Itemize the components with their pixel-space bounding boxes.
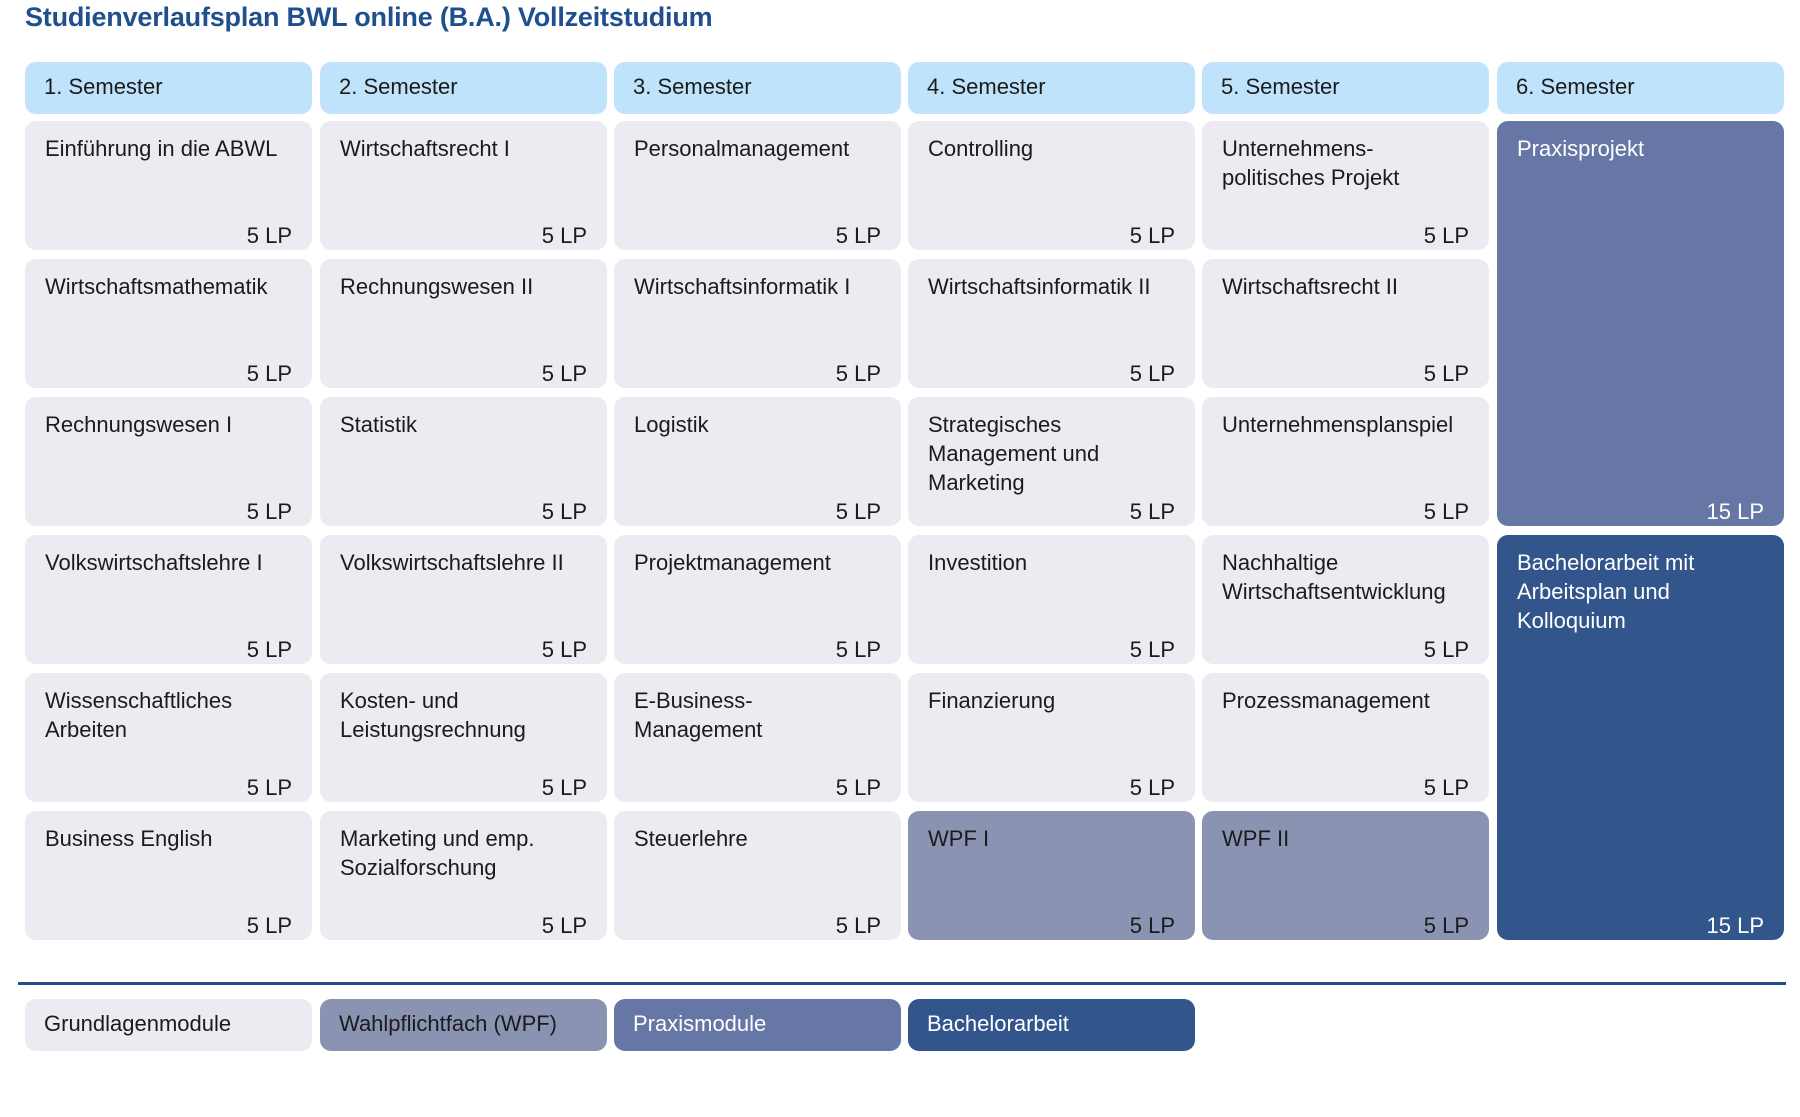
module-name: Nachhaltige Wirtschaftsentwicklung (1222, 550, 1446, 604)
module-card (908, 259, 1195, 388)
module-credits: 5 LP (1423, 223, 1469, 248)
module-card (25, 121, 312, 250)
module-credits: 5 LP (835, 223, 881, 248)
module-credits: 5 LP (246, 361, 292, 386)
module-card (614, 811, 901, 940)
module-credits: 5 LP (1129, 913, 1175, 938)
module-name: Business English (45, 826, 213, 851)
module-card (1202, 397, 1489, 526)
module-credits: 5 LP (835, 637, 881, 662)
module-name: Finanzierung (928, 688, 1056, 713)
module-card (908, 121, 1195, 250)
module-credits: 5 LP (835, 361, 881, 386)
semester-header-6: 6. Semester (1497, 62, 1784, 114)
module-card (320, 673, 607, 802)
module-name: Statistik (340, 412, 418, 437)
module-credits: 5 LP (541, 361, 587, 386)
module-card (25, 397, 312, 526)
module-credits: 5 LP (246, 913, 292, 938)
module-card (320, 121, 607, 250)
module-name: Wirtschaftsmathematik (45, 274, 268, 299)
module-card (25, 811, 312, 940)
bachelorarbeit-card (1497, 535, 1784, 940)
module-card (614, 673, 901, 802)
page-title: Studienverlaufsplan BWL online (B.A.) Vollzeitstudium (25, 2, 713, 32)
module-name: WPF II (1222, 826, 1290, 851)
semester-header-2: 2. Semester (320, 62, 607, 114)
module-credits: 5 LP (1129, 775, 1175, 800)
module-name: Steuerlehre (634, 826, 748, 851)
module-credits: 5 LP (541, 637, 587, 662)
module-card (908, 397, 1195, 526)
module-card (908, 673, 1195, 802)
semester-header-4: 4. Semester (908, 62, 1195, 114)
module-name: Volkswirtschaftslehre II (340, 550, 564, 575)
module-credits: 5 LP (1129, 361, 1175, 386)
module-credits: 15 LP (1706, 499, 1764, 524)
module-card (1202, 259, 1489, 388)
module-card (320, 535, 607, 664)
module-name: Rechnungswesen II (340, 274, 534, 299)
praxisprojekt-card (1497, 121, 1784, 526)
module-credits: 5 LP (1129, 223, 1175, 248)
module-card (25, 673, 312, 802)
module-name: Wirtschaftsinformatik II (928, 274, 1151, 299)
module-card (614, 535, 901, 664)
module-card (320, 397, 607, 526)
module-credits: 5 LP (1129, 499, 1175, 524)
module-credits: 5 LP (835, 913, 881, 938)
module-card (1202, 535, 1489, 664)
module-credits: 5 LP (1423, 361, 1469, 386)
module-credits: 5 LP (541, 775, 587, 800)
module-card (908, 811, 1195, 940)
module-credits: 5 LP (246, 637, 292, 662)
module-credits: 5 LP (541, 223, 587, 248)
module-name: Controlling (928, 136, 1034, 161)
semester-header-1: 1. Semester (25, 62, 312, 114)
module-name: Praxisprojekt (1517, 136, 1645, 161)
module-name: Unternehmens- politisches Projekt (1222, 136, 1400, 190)
module-card (614, 121, 901, 250)
legend-item-ba: Bachelorarbeit (908, 999, 1195, 1051)
module-name: Rechnungswesen I (45, 412, 233, 437)
legend-item-praxis: Praxismodule (614, 999, 901, 1051)
module-card (320, 259, 607, 388)
module-credits: 5 LP (246, 223, 292, 248)
module-credits: 5 LP (1423, 499, 1469, 524)
module-credits: 5 LP (835, 775, 881, 800)
module-credits: 5 LP (1423, 775, 1469, 800)
module-name: Marketing und emp. Sozialforschung (340, 826, 535, 880)
module-name: Wissenschaftliches Arbeiten (45, 688, 233, 742)
module-card (1202, 673, 1489, 802)
module-card (908, 535, 1195, 664)
module-name: Volkswirtschaftslehre I (45, 550, 263, 575)
legend-item-wpf: Wahlpflichtfach (WPF) (320, 999, 607, 1051)
module-name: Einführung in die ABWL (45, 136, 278, 161)
module-credits: 15 LP (1706, 913, 1764, 938)
module-card (614, 397, 901, 526)
semester-header-3: 3. Semester (614, 62, 901, 114)
module-credits: 5 LP (246, 775, 292, 800)
module-name: Wirtschaftsinformatik I (634, 274, 851, 299)
legend-item-grund: Grundlagenmodule (25, 999, 312, 1051)
module-credits: 5 LP (1129, 637, 1175, 662)
module-card (1202, 811, 1489, 940)
module-card (320, 811, 607, 940)
module-credits: 5 LP (246, 499, 292, 524)
module-card (25, 259, 312, 388)
module-name: Wirtschaftsrecht I (340, 136, 510, 161)
module-name: Logistik (634, 412, 709, 437)
module-card (614, 259, 901, 388)
module-card (25, 535, 312, 664)
module-name: E-Business- Management (634, 688, 763, 742)
module-credits: 5 LP (835, 499, 881, 524)
module-name: Projektmanagement (634, 550, 831, 575)
module-credits: 5 LP (541, 499, 587, 524)
module-name: Prozessmanagement (1222, 688, 1430, 713)
module-name: Personalmanagement (634, 136, 850, 161)
module-name: Unternehmensplanspiel (1222, 412, 1454, 437)
module-name: Strategisches Management und Marketing (928, 412, 1100, 495)
module-credits: 5 LP (1423, 637, 1469, 662)
module-name: Investition (928, 550, 1028, 575)
module-name: WPF I (928, 826, 990, 851)
module-credits: 5 LP (1423, 913, 1469, 938)
module-name: Bachelorarbeit mit Arbeitsplan und Kolloquium (1517, 550, 1695, 633)
module-card (1202, 121, 1489, 250)
semester-header-5: 5. Semester (1202, 62, 1489, 114)
module-name: Wirtschaftsrecht II (1222, 274, 1399, 299)
module-name: Kosten- und Leistungsrechnung (340, 688, 526, 742)
module-credits: 5 LP (541, 913, 587, 938)
legend-divider (18, 982, 1786, 985)
